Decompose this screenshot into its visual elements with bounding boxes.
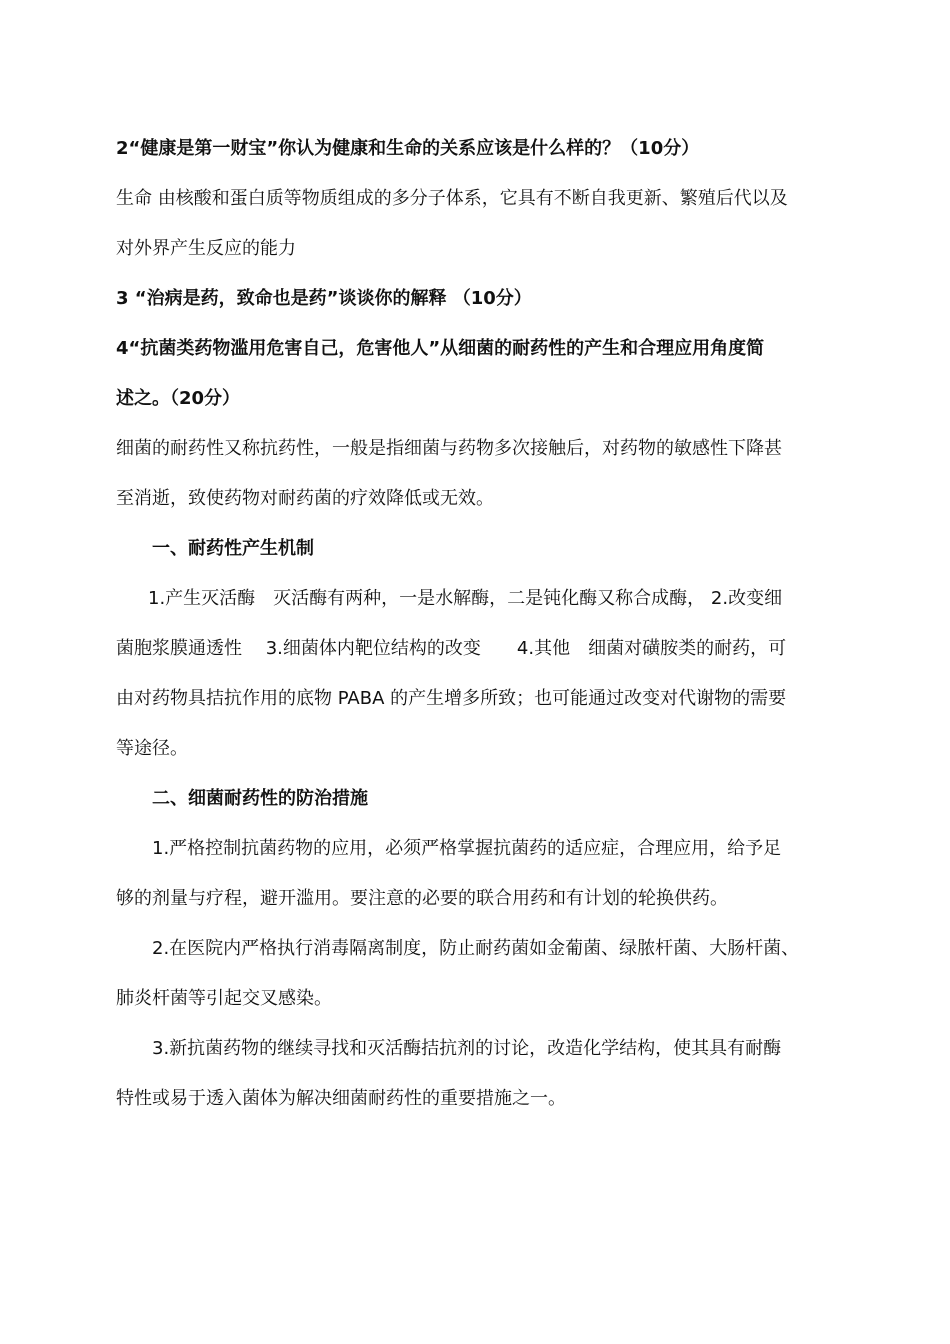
section-2-item-1-line: 够的剂量与疗程，避开滥用。要注意的必要的联合用药和有计划的轮换供药。	[116, 888, 728, 909]
section-2-item-3-line: 3.新抗菌药物的继续寻找和灭活酶拮抗剂的讨论，改造化学结构，使其具有耐酶	[152, 1038, 782, 1059]
section-1-heading: 一、耐药性产生机制	[152, 538, 314, 559]
question-4-title-line: 述之。（20分）	[116, 388, 241, 409]
section-1-line: 1.产生灭活酶 灭活酶有两种，一是水解酶，二是钝化酶又称合成酶， 2.改变细	[148, 588, 783, 609]
question-2-answer-line: 对外界产生反应的能力	[116, 238, 296, 259]
question-4-intro-line: 至消逝，致使药物对耐药菌的疗效降低或无效。	[116, 488, 494, 509]
section-2-item-2-line: 2.在医院内严格执行消毒隔离制度，防止耐药菌如金葡菌、绿脓杆菌、大肠杆菌、	[152, 938, 800, 959]
question-4-title-line: 4“抗菌类药物滥用危害自己，危害他人”从细菌的耐药性的产生和合理应用角度简	[116, 338, 765, 359]
question-2-title: 2“健康是第一财宝”你认为健康和生命的关系应该是什么样的？（10分）	[116, 138, 700, 159]
section-2-heading: 二、细菌耐药性的防治措施	[152, 788, 368, 809]
document-page	[116, 124, 836, 1124]
question-4-intro-line: 细菌的耐药性又称抗药性，一般是指细菌与药物多次接触后，对药物的敏感性下降甚	[116, 438, 782, 459]
section-2-item-1-line: 1.严格控制抗菌药物的应用，必须严格掌握抗菌药的适应症，合理应用，给予足	[152, 838, 782, 859]
section-1-line: 由对药物具拮抗作用的底物 PABA 的产生增多所致；也可能通过改变对代谢物的需要	[116, 688, 787, 709]
question-3-title: 3 “治病是药，致命也是药”谈谈你的解释 （10分）	[116, 288, 532, 309]
section-1-line: 等途径。	[116, 738, 188, 759]
question-2-answer-line: 生命 由核酸和蛋白质等物质组成的多分子体系，它具有不断自我更新、繁殖后代以及	[116, 188, 788, 209]
section-1-line: 菌胞浆膜通透性 3.细菌体内靶位结构的改变 4.其他 细菌对磺胺类的耐药，可	[116, 638, 787, 659]
section-2-item-2-line: 肺炎杆菌等引起交叉感染。	[116, 988, 332, 1009]
section-2-item-3-line: 特性或易于透入菌体为解决细菌耐药性的重要措施之一。	[116, 1088, 566, 1109]
